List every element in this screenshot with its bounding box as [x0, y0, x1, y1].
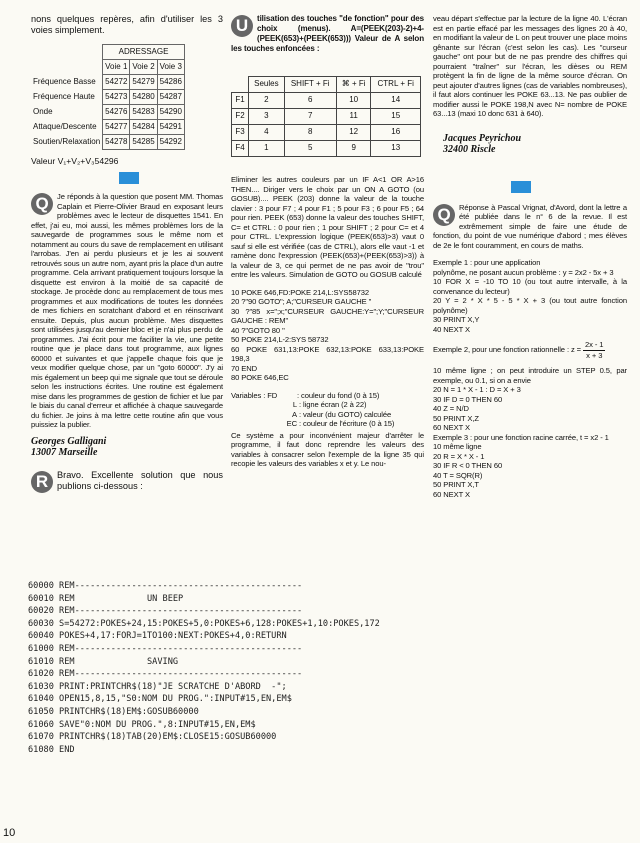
letter-text: Je réponds à la question que posent MM. Thomas Caplain et Pierre-Olivier Braud en exposant leurs problèmes avec le lecteur de disquettes 1541. En effet, j'ai eu, moi aussi, les mêmes problèmes lors de la sauvegarde de programmes sous le même nom et notamment au cours du save de remplacement en utilisant l'arrobas. J'en ai perdu plusieurs et je les ai souvent retrouvés sous un autre nom, ayant pris la place d'un autre programme. Cela arrivant pratiquement toujours lorsque la disquette est environ à la moitié de sa capacité de stockage. Je procède donc au remplacement de tous mes programmes et aux modifications de toutes les données de mes fichiers en scratchant d'abord et en réinscrivant ensuite. Depuis, plus aucun problème. Mes disquettes sont utilisées jusqu'au dernier bloc et je n'ai plus perdu de programmes. J'ai écrit pour me faciliter la vie, une petite routine que je place dans tout programme, aux lignes 60000 et suivantes et que j'appelle chaque fois que je veux modifier quelque chose, par un "goto 60000". J'y ai mis également un beep qui me signale que tout se déroule selon les instructions écrites. Une routine est également mise dans les programmes de gestion de fichier et lue par le biais du canal d'erreur et affichée à chaque sauvegarde du fichier. Je joins à ma lettre cette routine afin que vous puissiez la publier.	[31, 192, 223, 430]
cell: 5	[284, 141, 336, 157]
var-key: Variables : FD	[231, 390, 278, 400]
cell: 54285	[130, 135, 157, 150]
example-line: 30 IF D = 0 THEN 60	[433, 394, 503, 404]
signature-city: 13007 Marseille	[31, 446, 98, 458]
cell: 3	[249, 109, 284, 125]
example-line: 50 PRINT X,T	[433, 480, 479, 489]
key-label: F4	[232, 141, 249, 157]
cell: 54277	[103, 120, 130, 135]
var-desc: : couleur du fond (0 à 15)	[297, 390, 380, 400]
code-line: 61080 END	[28, 744, 75, 755]
var-key: EC	[286, 419, 297, 428]
cell: 54280	[130, 90, 157, 105]
code-line: 61020 REM--------------------------------------------	[28, 669, 303, 680]
column-3	[433, 14, 627, 499]
header-seules: Seules	[249, 77, 284, 93]
page-number: 10	[3, 827, 16, 839]
fraction-denominator: x + 3	[586, 350, 603, 360]
listing-line: 40 ?"GOTO 80 "	[231, 325, 285, 335]
code-line: 60030 S=54272:POKES+24,15:POKES+5,0:POKES+6,128:POKES+1,10:POKES,172	[28, 618, 380, 629]
cell: 54278	[103, 135, 130, 150]
example-line: 50 PRINT X,Z	[433, 413, 479, 423]
header-ctrl: CTRL + Fi	[371, 77, 421, 93]
code-listing	[28, 580, 608, 756]
listing-line: 80 POKE 646,EC	[231, 373, 289, 382]
letter-vrignat	[433, 203, 627, 251]
code-line: 61010 REM SAVING	[28, 656, 179, 667]
cell: 1	[249, 141, 284, 157]
letter-caplain	[31, 192, 223, 430]
signature-name: Jacques Peyrichou	[443, 132, 522, 144]
header-commodore: ⌘ + Fi	[336, 77, 370, 93]
code-line: 61060 SAVE"0:NOM DU PROG.",8:INPUT#15,EN,EM$	[28, 719, 256, 730]
example-line: Exemple 1 : pour une application	[433, 258, 541, 267]
system-note: Ce système a pour inconvénient majeur d'arrêter le programme, il faut donc reprendre les valeurs des variables à consacrer selon l'exemple de la ligne 35 qui recopie les valeurs des variables x et y. Le nou-	[231, 430, 424, 468]
example-1	[433, 258, 627, 334]
example-line: 30 PRINT X,Y	[433, 315, 480, 324]
cell: 54272	[103, 75, 130, 90]
example-line: 20 Y = 2 * X * 5 - 5 * X + 3 (ou tout autre fonction polynôme)	[433, 296, 627, 315]
peek-explanation: Eliminer les autres couleurs par un IF A<1 OR A>16 THEN.... Diriger vers le choix par un ON A GOTO (ou GOSUB).... PEEK (203) donne la valeur de la touche clavier : 3 pour F7 ; 4 pour F1 ; 5 pour F3 ; 6 pour F5 ; 64 pour rien. PEEK (653) donne la valeur des touches SHIFT, C= et CTRL : 0 pour rien ; 1 pour SHIFT ; 2 pour C= et 4 pour CTRL. L'expression logique (PEEK(653)>3) vaut 0 sauf si elle est vérifiée (cas de CTRL), alors elle vaut -1 et ramène donc l'expression (PEEK(653)+(PEEK(653)>3)) à la valeur de 3, ce qui permet de ne pas avoir de "trou" entre les valeurs. Simulation de GOTO ou GOSUB calculé	[231, 175, 424, 279]
listing-line: 70 END	[231, 363, 257, 373]
letter-text: Réponse à Pascal Vrignat, d'Avord, dont la lettre a été publiée dans le n° 6 de la revue. Il est extrêmement simple de faire une étude de fonction, du point de vue numérique d'abord ; mes élèves de 2e le font couramment, en cours de maths.	[433, 202, 627, 250]
cell: 54286	[157, 75, 184, 90]
variables-list	[231, 391, 424, 429]
intro-text: nons quelques repères, afin d'utiliser les 3 voies simplement.	[31, 14, 223, 35]
intro-text: tilisation des touches "de fonction" pour des choix (menus). A=(PEEK(203)-2)+4-(PEEK(653)+(PEEK(653))) Valeur de A selon les touches enfoncées :	[231, 14, 424, 53]
row-label: Fréquence Basse	[33, 76, 96, 86]
header-shift: SHIFT + Fi	[284, 77, 336, 93]
cell: 54292	[157, 135, 184, 150]
example-line: Exemple 3 : pour une fonction racine carrée, t = x2 - 1	[433, 432, 609, 442]
reply-text: Bravo. Excellente solution que nous publions ci-dessous :	[57, 469, 223, 491]
listing-line: 20 ?"90 GOTO"; A;"CURSEUR GAUCHE "	[231, 297, 372, 306]
cell: 54290	[157, 105, 184, 120]
example-line: 10 même ligne ; on peut introduire un STEP 0.5, par exemple, ou 0.1, si on a envie	[433, 366, 627, 385]
cell: 10	[336, 93, 370, 109]
code-line: 61030 PRINT:PRINTCHR$(18)"JE SCRATCHE D'ABORD -";	[28, 681, 287, 692]
code-line: 61000 REM--------------------------------------------	[28, 643, 303, 654]
cell: 13	[371, 141, 421, 157]
header-voie1: Voie 1	[103, 60, 130, 75]
function-keys-intro	[231, 14, 424, 54]
row-label: Fréquence Haute	[33, 91, 95, 101]
example-line: 30 IF R < 0 THEN 60	[433, 461, 503, 470]
continuation-text: veau départ s'effectue par la lecture de la ligne 40. L'écran est en partie effacé par les messages des lignes 20 à 40, en modifiant la valeur de L on peut trouver une place moins gênante sur l'écran (c'est selon les cas). Les "curseur gauche" ont pour but de ne pas prendre des chiffres qui pourraient "traîner" sur l'écran, les dièses ou REM protègent la fin de ligne de la même source d'écran. On peut ajouter d'autres lignes (cas de variables nombreuses), il faut alors continuer les POKE 63...13. Ne pas oublier de modifier aussi le POKE 198,N avec N= nombre de POKE 63...13 (maxi 10 donc 631 à 640).	[433, 14, 627, 118]
example-2-heading	[433, 340, 627, 360]
example-line: 10 même ligne	[433, 442, 482, 451]
cell: 54279	[130, 75, 157, 90]
blue-marker	[119, 172, 139, 184]
valeur-text: Valeur V₁+V₂+V₃54296	[31, 156, 119, 166]
row-label: Onde	[33, 106, 53, 116]
example-line: 20 R = X * X - 1	[433, 451, 485, 461]
header-voie2: Voie 2	[130, 60, 157, 75]
example-2	[433, 366, 627, 499]
row-label: Attaque/Descente	[33, 121, 97, 131]
example-line: polynôme, ne posant aucun problème : y = 2x2 - 5x + 3	[433, 267, 614, 277]
cell: 54287	[157, 90, 184, 105]
cell: 54273	[103, 90, 130, 105]
var-key: L	[292, 400, 297, 409]
column-2	[231, 14, 424, 469]
cell: 8	[284, 125, 336, 141]
dropcap-q: Q	[433, 204, 455, 226]
cell: 6	[284, 93, 336, 109]
cell: 2	[249, 93, 284, 109]
var-desc: : valeur (du GOTO) calculée	[299, 409, 392, 419]
example-line: 10 FOR X = -10 TO 10 (ou tout autre intervalle, à la convenance du lecteur)	[433, 277, 627, 296]
code-line: 60000 REM--------------------------------------------	[28, 581, 303, 591]
key-label: F2	[232, 109, 249, 125]
key-label: F1	[232, 93, 249, 109]
code-line: 60020 REM--------------------------------------------	[28, 606, 303, 617]
key-label: F3	[232, 125, 249, 141]
cell: 54284	[130, 120, 157, 135]
addressing-title: ADRESSAGE	[103, 45, 185, 60]
example-line: 60 NEXT X	[433, 423, 470, 432]
basic-listing	[231, 288, 424, 383]
code-line: 60010 REM UN BEEP	[28, 593, 184, 604]
function-keys-table	[231, 76, 421, 157]
listing-line: 10 POKE 646,FD:POKE 214,L:SYS58732	[231, 287, 370, 297]
cell: 15	[371, 109, 421, 125]
signature-city: 32400 Riscle	[443, 143, 496, 155]
code-line: 61050 PRINTCHR$(18)EM$:GOSUB60000	[28, 706, 199, 717]
dropcap-u: U	[231, 15, 253, 37]
example-line: 60 NEXT X	[433, 489, 470, 499]
code-line: 61070 PRINTCHR$(18)TAB(20)EM$:CLOSE15:GOSUB60000	[28, 732, 277, 743]
listing-line: 50 POKE 214,L-2:SYS 58732	[231, 335, 329, 344]
listing-line: 30 ?"85 x=";x;"CURSEUR GAUCHE:Y=";Y;"CURSEUR GAUCHE : REM"	[231, 306, 424, 325]
cell: 54276	[103, 105, 130, 120]
listing-line: 60 POKE 631,13:POKE 632,13:POKE 633,13:POKE 198,3	[231, 344, 424, 363]
example-2-label: Exemple 2, pour une fonction rationnelle : z =	[433, 345, 582, 354]
addressing-table	[31, 44, 185, 150]
fraction	[583, 340, 605, 360]
header-voie3: Voie 3	[157, 60, 184, 75]
cell: 4	[249, 125, 284, 141]
example-line: 40 NEXT X	[433, 324, 470, 334]
column-1	[31, 14, 223, 493]
dropcap-r: R	[31, 471, 53, 493]
cell: 14	[371, 93, 421, 109]
cell: 54283	[130, 105, 157, 120]
signature-name: Georges Galligani	[31, 435, 107, 447]
var-desc: : ligne écran (2 à 22)	[299, 400, 367, 409]
cell: 7	[284, 109, 336, 125]
var-desc: : couleur de l'écriture (0 à 15)	[299, 419, 395, 428]
cell: 11	[336, 109, 370, 125]
var-key: A	[292, 409, 297, 419]
dropcap-q: Q	[31, 193, 53, 215]
cell: 9	[336, 141, 370, 157]
example-line: 40 T = SQR(R)	[433, 470, 483, 480]
example-line: 20 N = 1 * X - 1 : D = X + 3	[433, 385, 521, 394]
row-label: Soutien/Relaxation	[33, 136, 101, 146]
code-line: 61040 OPEN15,8,15,"S0:NOM DU PROG.":INPUT#15,EN,EM$	[28, 694, 292, 705]
cell: 54291	[157, 120, 184, 135]
cell: 12	[336, 125, 370, 141]
reply-bravo	[31, 470, 223, 492]
example-line: 40 Z = N/D	[433, 404, 469, 413]
fraction-numerator: 2x - 1	[585, 340, 604, 349]
cell: 16	[371, 125, 421, 141]
code-line: 60040 POKES+4,17:FORJ=1TO100:NEXT:POKES+4,0:RETURN	[28, 631, 287, 642]
blue-marker	[511, 181, 531, 193]
